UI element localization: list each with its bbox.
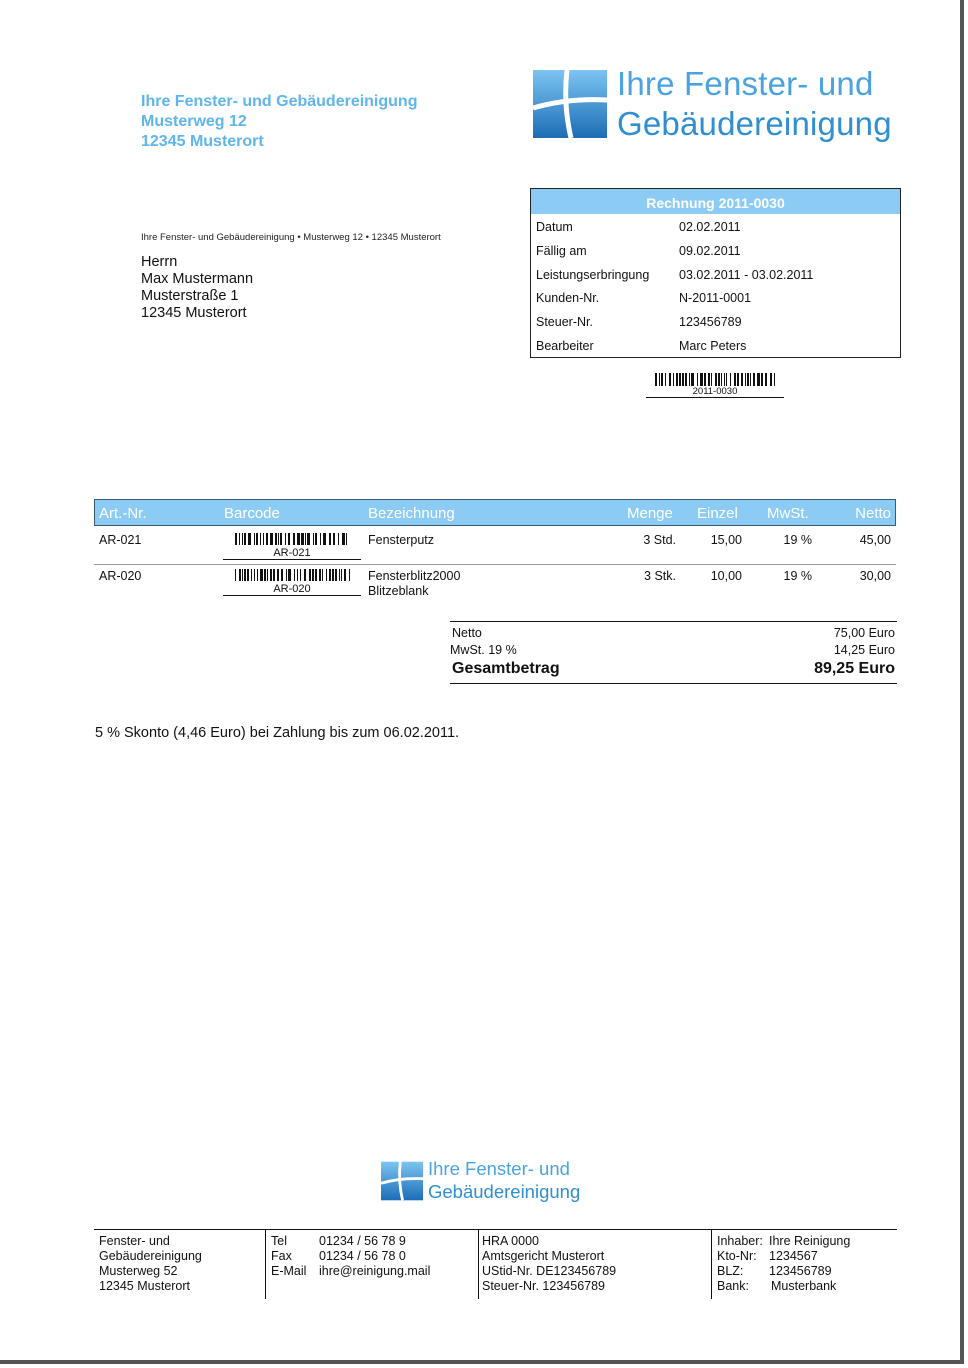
col-header-art-nr: Art.-Nr. bbox=[99, 505, 147, 522]
table-row bbox=[94, 569, 896, 603]
info-row-tax-number: Steuer-Nr. 123456789 bbox=[536, 315, 742, 330]
cell-vat: 19 % bbox=[783, 569, 812, 583]
invoice-barcode-icon bbox=[655, 373, 775, 386]
cell-quantity: 3 Std. bbox=[643, 533, 676, 547]
sender-company: Ihre Fenster- und Gebäudereinigung bbox=[141, 93, 418, 110]
invoice-info-box bbox=[530, 188, 901, 358]
totals-block: Netto 75,00 Euro MwSt. 19 % 14,25 Euro Gesamtbetrag 89,25 Euro bbox=[450, 621, 897, 684]
table-row bbox=[94, 533, 896, 563]
window-logo-icon bbox=[533, 70, 607, 138]
info-row-date: Datum 02.02.2011 bbox=[536, 220, 741, 234]
recipient-salutation: Herrn bbox=[141, 254, 178, 270]
recipient-address bbox=[141, 254, 253, 322]
info-row-service-period: Leistungserbringung 03.02.2011 - 03.02.2011 bbox=[536, 267, 814, 282]
item-barcode-label: AR-021 bbox=[223, 547, 361, 560]
cell-art-nr: AR-020 bbox=[99, 569, 142, 583]
col-header-quantity: Menge bbox=[627, 505, 673, 522]
info-row-customer-number: Kunden-Nr. N-2011-0001 bbox=[536, 291, 752, 306]
invoice-title: Rechnung 2011-0030 bbox=[531, 189, 900, 214]
sender-block bbox=[141, 92, 417, 152]
discount-note: 5 % Skonto (4,46 Euro) bei Zahlung bis zum 06.02.2011. bbox=[95, 725, 460, 741]
cell-description-line2: Blitzeblank bbox=[368, 584, 429, 598]
footer-separator bbox=[478, 1229, 479, 1299]
col-header-barcode: Barcode bbox=[224, 505, 280, 522]
logo-wordmark: Ihre Fenster- und Gebäudereinigung bbox=[617, 65, 892, 142]
item-barcode-label: AR-020 bbox=[223, 583, 361, 596]
recipient-city: 12345 Musterort bbox=[141, 305, 247, 321]
footer-logo-wordmark: Ihre Fenster- und Gebäudereinigung bbox=[428, 1158, 581, 1202]
cell-description: Fensterputz bbox=[368, 533, 435, 547]
return-address-line: Ihre Fenster- und Gebäudereinigung • Musterweg 12 • 12345 Musterort bbox=[141, 232, 441, 243]
cell-net: 45,00 bbox=[859, 533, 891, 547]
cell-description: Fensterblitz2000 bbox=[368, 569, 461, 583]
company-logo bbox=[533, 65, 903, 150]
window-logo-icon bbox=[381, 1161, 423, 1201]
items-table-header bbox=[94, 499, 896, 526]
footer-divider bbox=[94, 1229, 897, 1230]
cell-unit-price: 10,00 bbox=[710, 569, 742, 583]
invoice-barcode-label: 2011-0030 bbox=[646, 386, 784, 398]
footer-address: Fenster- und Gebäudereinigung Musterweg 52 12345 Musterort bbox=[99, 1234, 202, 1293]
cell-unit-price: 15,00 bbox=[710, 533, 742, 547]
footer-registry: HRA 0000 Amtsgericht Musterort UStid-Nr. DE123456789 Steuer-Nr. 123456789 bbox=[482, 1234, 617, 1293]
item-barcode-icon bbox=[235, 533, 350, 545]
item-barcode-icon bbox=[235, 569, 350, 581]
col-header-unit-price: Einzel bbox=[697, 505, 738, 522]
info-row-clerk: Bearbeiter Marc Peters bbox=[536, 338, 747, 353]
sender-city: 12345 Musterort bbox=[141, 133, 264, 150]
cell-quantity: 3 Stk. bbox=[644, 569, 676, 583]
sender-street: Musterweg 12 bbox=[141, 113, 247, 130]
recipient-street: Musterstraße 1 bbox=[141, 288, 239, 304]
recipient-name: Max Mustermann bbox=[141, 271, 254, 287]
info-row-due: Fällig am 09.02.2011 bbox=[536, 243, 741, 258]
col-header-description: Bezeichnung bbox=[368, 505, 455, 522]
cell-art-nr: AR-021 bbox=[99, 533, 142, 547]
cell-vat: 19 % bbox=[783, 533, 812, 547]
cell-net: 30,00 bbox=[859, 569, 891, 583]
row-divider bbox=[94, 564, 896, 565]
footer-logo bbox=[381, 1158, 591, 1207]
footer-contact: Tel 01234 / 56 78 9 Fax 01234 / 56 78 0 E-Mail ihre@reinigung.mail bbox=[271, 1234, 431, 1278]
footer-bank: Inhaber: Ihre Reinigung Kto-Nr: 1234567 BLZ: 123456789 Bank: Musterbank bbox=[717, 1234, 851, 1293]
footer-separator bbox=[265, 1229, 266, 1299]
footer-separator bbox=[711, 1229, 712, 1299]
col-header-net: Netto bbox=[855, 505, 891, 522]
col-header-vat: MwSt. bbox=[767, 505, 809, 522]
